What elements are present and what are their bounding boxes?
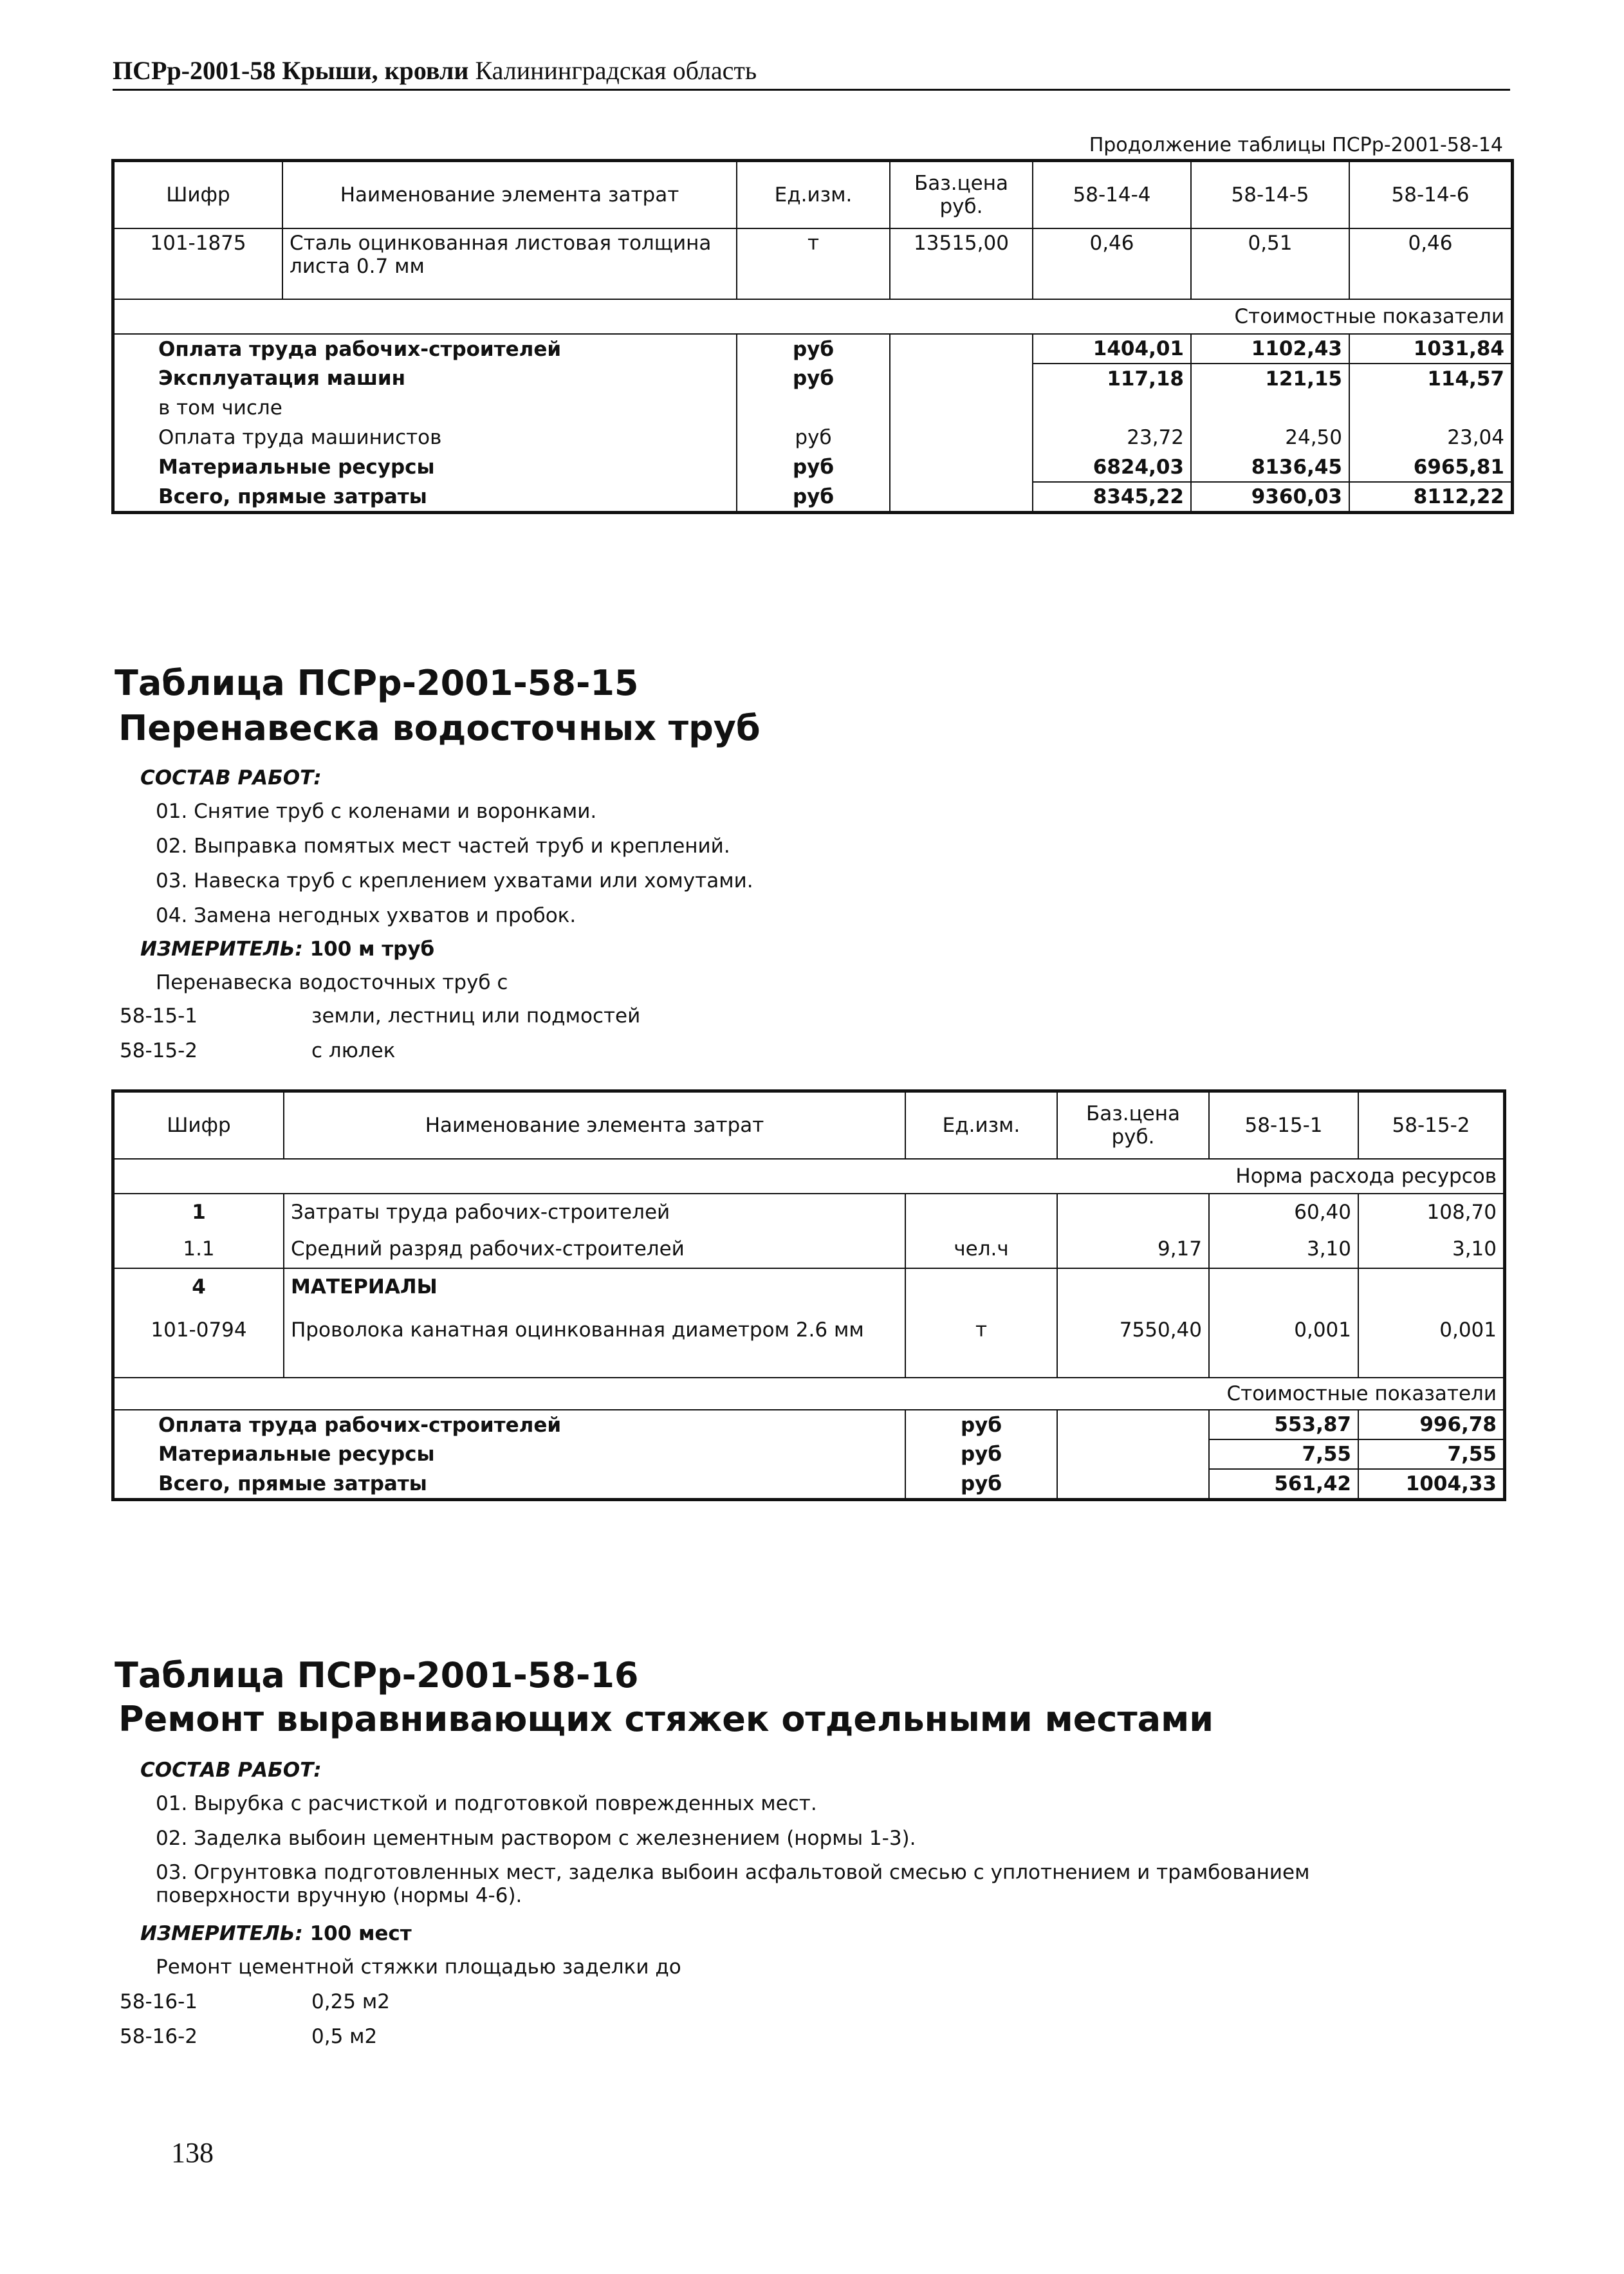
cost-name: в том числе — [114, 393, 737, 423]
cell-value: 0,001 — [1358, 1304, 1504, 1356]
table-header-row — [114, 162, 1511, 228]
cost-row — [114, 364, 1511, 393]
cell-value: 0,001 — [1209, 1304, 1358, 1356]
col-header: Шифр — [114, 1092, 284, 1159]
section-subtitle: Ремонт выравнивающих стяжек отдельными местами — [118, 1699, 1214, 1739]
cell-name: Средний разряд рабочих-строителей — [284, 1230, 905, 1268]
norm-variant — [120, 1004, 640, 1028]
empty-cell — [890, 393, 1033, 423]
cell-price: 9,17 — [1057, 1230, 1209, 1268]
cost-row — [114, 423, 1511, 452]
norm-text: земли, лестниц или подмостей — [311, 1004, 641, 1028]
cell-price: 13515,00 — [890, 228, 1033, 299]
norm-caption: Норма расхода ресурсов — [114, 1159, 1504, 1194]
empty-cell — [1358, 1356, 1504, 1378]
col-header: 58-14-6 — [1349, 162, 1511, 228]
col-header: 58-15-1 — [1209, 1092, 1358, 1159]
cost-value: 1031,84 — [1349, 334, 1511, 364]
cell-unit: т — [905, 1304, 1057, 1356]
cost-name: Оплата труда рабочих-строителей — [114, 1410, 905, 1439]
work-item: 03. Навеска труб с креплением ухватами или хомутами. — [156, 869, 753, 892]
empty-cell — [890, 334, 1033, 364]
norm-code: 58-16-1 — [120, 1990, 198, 2013]
norm-text: с люлек — [311, 1039, 396, 1062]
cost-value: 117,18 — [1033, 364, 1191, 393]
cell-unit — [905, 1194, 1057, 1230]
cost-row — [114, 482, 1511, 512]
table-header-row — [114, 1092, 1504, 1159]
empty-cell — [890, 364, 1033, 393]
work-item: 01. Снятие труб с коленами и воронками. — [156, 800, 597, 823]
cell-value — [1358, 1268, 1504, 1304]
section-title: Таблица ПСРр-2001-58-15 — [115, 663, 639, 703]
cost-row — [114, 452, 1511, 482]
running-header — [113, 55, 1510, 91]
cost-unit: руб — [737, 423, 890, 452]
cost-value: 8345,22 — [1033, 482, 1191, 512]
empty-cell — [905, 1356, 1057, 1378]
table-row — [114, 1304, 1504, 1356]
cell-value: 60,40 — [1209, 1194, 1358, 1230]
empty-cell — [1057, 1439, 1209, 1469]
cost-value: 121,15 — [1191, 364, 1349, 393]
cost-row — [114, 1410, 1504, 1439]
empty-cell — [1057, 1469, 1209, 1499]
cost-name: Всего, прямые затраты — [114, 482, 737, 512]
table-row — [114, 228, 1511, 299]
empty-cell — [284, 1356, 905, 1378]
norm-variant — [120, 2024, 377, 2049]
col-header: Шифр — [114, 162, 282, 228]
table-continuation-caption: Продолжение таблицы ПСРр-2001-58-14 — [1089, 134, 1503, 156]
table-row — [114, 1268, 1504, 1304]
norm-intro: Перенавеска водосточных труб с — [156, 971, 508, 994]
cost-value: 8136,45 — [1191, 452, 1349, 482]
norm-text: 0,5 м2 — [311, 2025, 378, 2048]
col-header: Баз.цена руб. — [1057, 1092, 1209, 1159]
meter-line — [140, 1921, 412, 1946]
work-item: 02. Выправка помятых мест частей труб и креплений. — [156, 835, 730, 858]
cost-value: 561,42 — [1209, 1469, 1358, 1499]
cost-name: Оплата труда машинистов — [114, 423, 737, 452]
meter-value: 100 мест — [309, 1922, 412, 1945]
cost-value: 6965,81 — [1349, 452, 1511, 482]
cost-value: 23,72 — [1033, 423, 1191, 452]
norm-code: 58-15-1 — [120, 1004, 198, 1028]
cell-code: 1.1 — [114, 1230, 284, 1268]
spacer-row — [114, 1356, 1504, 1378]
section-subtitle: Перенавеска водосточных труб — [118, 708, 761, 748]
empty-cell — [890, 423, 1033, 452]
norm-variant — [120, 1990, 390, 2014]
cell-price — [1057, 1194, 1209, 1230]
cost-value — [1191, 393, 1349, 423]
header-region: Калининградская область — [475, 56, 757, 85]
empty-cell — [1057, 1356, 1209, 1378]
works-label: СОСТАВ РАБОТ: — [140, 766, 322, 790]
col-header: Баз.цена руб. — [890, 162, 1033, 228]
col-header: Наименование элемента затрат — [284, 1092, 905, 1159]
work-item: 01. Вырубка с расчисткой и подготовкой поврежденных мест. — [156, 1792, 817, 1815]
cost-value: 996,78 — [1358, 1410, 1504, 1439]
cost-value — [1033, 393, 1191, 423]
cost-unit: руб — [905, 1410, 1057, 1439]
works-label: СОСТАВ РАБОТ: — [140, 1759, 322, 1782]
col-header: 58-14-5 — [1191, 162, 1349, 228]
empty-cell — [890, 482, 1033, 512]
cost-value: 1404,01 — [1033, 334, 1191, 364]
cell-value: 0,46 — [1349, 228, 1511, 299]
cost-value: 7,55 — [1358, 1439, 1504, 1469]
col-header: Ед.изм. — [737, 162, 890, 228]
cell-name: МАТЕРИАЛЫ — [284, 1268, 905, 1304]
norm-text: 0,25 м2 — [311, 1990, 390, 2013]
norm-variant — [120, 1039, 395, 1063]
cost-value: 6824,03 — [1033, 452, 1191, 482]
cost-unit: руб — [737, 452, 890, 482]
work-item: 04. Замена негодных ухватов и пробок. — [156, 904, 577, 927]
table-row — [114, 1230, 1504, 1268]
cost-value: 114,57 — [1349, 364, 1511, 393]
cell-value: 3,10 — [1209, 1230, 1358, 1268]
cell-code: 1 — [114, 1194, 284, 1230]
cost-name: Всего, прямые затраты — [114, 1469, 905, 1499]
cell-value — [1209, 1268, 1358, 1304]
cost-unit: руб — [905, 1469, 1057, 1499]
table-58-14 — [113, 161, 1512, 512]
cost-name: Материальные ресурсы — [114, 1439, 905, 1469]
cost-row — [114, 334, 1511, 364]
cell-name: Проволока канатная оцинкованная диаметром 2.6 мм — [284, 1304, 905, 1356]
cost-unit: руб — [737, 482, 890, 512]
cell-unit: чел.ч — [905, 1230, 1057, 1268]
meter-label: ИЗМЕРИТЕЛЬ: — [140, 938, 303, 961]
cell-value: 3,10 — [1358, 1230, 1504, 1268]
cost-value: 23,04 — [1349, 423, 1511, 452]
cost-name: Оплата труда рабочих-строителей — [114, 334, 737, 364]
cost-value: 9360,03 — [1191, 482, 1349, 512]
empty-cell — [114, 1356, 284, 1378]
cell-value: 0,51 — [1191, 228, 1349, 299]
table-row — [114, 1194, 1504, 1230]
col-header: 58-14-4 — [1033, 162, 1191, 228]
empty-cell — [1057, 1410, 1209, 1439]
cell-name: Сталь оцинкованная листовая толщина листа 0.7 мм — [282, 228, 737, 299]
cell-code: 101-1875 — [114, 228, 282, 299]
work-item: 02. Заделка выбоин цементным раствором с железнением (нормы 1-3). — [156, 1827, 916, 1850]
work-item: 03. Огрунтовка подготовленных мест, заделка выбоин асфальтовой смесью с уплотнением и трамбованием поверхности вручную (нормы 4-6). — [156, 1861, 1310, 1907]
cell-name: Затраты труда рабочих-строителей — [284, 1194, 905, 1230]
cell-value: 0,46 — [1033, 228, 1191, 299]
cost-row — [114, 393, 1511, 423]
section-title: Таблица ПСРр-2001-58-16 — [115, 1655, 639, 1696]
norm-code: 58-16-2 — [120, 2025, 198, 2048]
cost-caption: Стоимостные показатели — [114, 1378, 1504, 1410]
norm-caption-row — [114, 1159, 1504, 1194]
meter-label: ИЗМЕРИТЕЛЬ: — [140, 1922, 303, 1945]
cost-name: Материальные ресурсы — [114, 452, 737, 482]
cost-value — [1349, 393, 1511, 423]
cost-caption-row — [114, 299, 1511, 334]
cost-caption-row — [114, 1378, 1504, 1410]
cost-row — [114, 1439, 1504, 1469]
cost-row — [114, 1469, 1504, 1499]
empty-cell — [890, 452, 1033, 482]
meter-value: 100 м труб — [309, 938, 435, 961]
table-58-15 — [113, 1091, 1504, 1499]
norm-code: 58-15-2 — [120, 1039, 198, 1062]
norm-intro: Ремонт цементной стяжки площадью заделки до — [156, 1955, 681, 1979]
cost-unit: руб — [905, 1439, 1057, 1469]
cost-unit: руб — [737, 334, 890, 364]
cell-unit — [905, 1268, 1057, 1304]
cell-price: 7550,40 — [1057, 1304, 1209, 1356]
cell-unit: т — [737, 228, 890, 299]
col-header: 58-15-2 — [1358, 1092, 1504, 1159]
empty-cell — [1209, 1356, 1358, 1378]
cost-name: Эксплуатация машин — [114, 364, 737, 393]
cost-value: 1004,33 — [1358, 1469, 1504, 1499]
col-header: Ед.изм. — [905, 1092, 1057, 1159]
page-number: 138 — [171, 2137, 214, 2168]
cost-unit — [737, 393, 890, 423]
cell-code: 4 — [114, 1268, 284, 1304]
cell-value: 108,70 — [1358, 1194, 1504, 1230]
cost-caption: Стоимостные показатели — [114, 299, 1511, 334]
cost-value: 7,55 — [1209, 1439, 1358, 1469]
cost-value: 24,50 — [1191, 423, 1349, 452]
cost-value: 553,87 — [1209, 1410, 1358, 1439]
cost-unit: руб — [737, 364, 890, 393]
meter-line — [140, 937, 434, 961]
cell-code: 101-0794 — [114, 1304, 284, 1356]
header-title: ПСРр-2001-58 Крыши, кровли — [113, 56, 469, 85]
col-header: Наименование элемента затрат — [282, 162, 737, 228]
cost-value: 8112,22 — [1349, 482, 1511, 512]
cost-value: 1102,43 — [1191, 334, 1349, 364]
cell-price — [1057, 1268, 1209, 1304]
